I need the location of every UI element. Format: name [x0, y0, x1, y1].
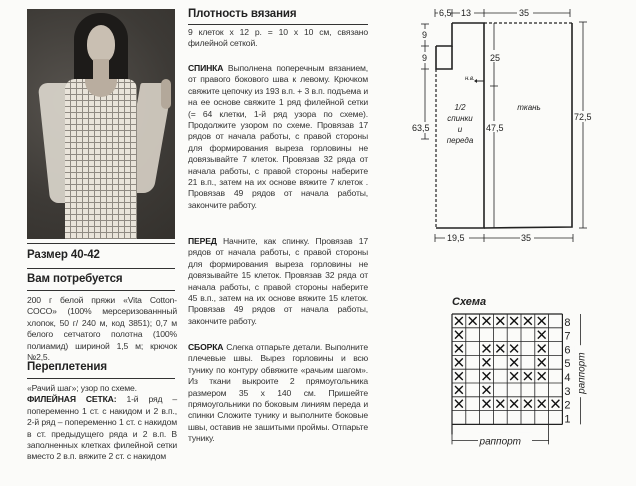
materials-text: 200 г белой пряжи «Vita Cotton-COCO» (100% мерсеризованнный хлопок, 50 г/ 240 м, код 3851); 0,7 м белого сетчатого полотна (100% полиамид) шириной 1,5 м; крючок №2,5. [27, 295, 177, 363]
assembly-label: СБОРКА [188, 342, 224, 352]
dim-bottom-2: 35 [521, 233, 532, 243]
row-number: 1 [564, 413, 571, 426]
filet-text: 1-й ряд – попеременно 1 ст. с накидом и 2 в.п., 2-й ряд – попеременно 1 ст. с накидом в ст. предыдущего ряда и 2 в.п. В заполненных клетках филейной сетки вместо 2 в.п. вяжите 2 ст. с накидом [27, 394, 177, 462]
filled-cell-cross-icon [455, 372, 463, 380]
row-number: 3 [564, 385, 571, 398]
filled-cell-cross-icon [538, 331, 546, 339]
dim-height-left: 63,5 [412, 123, 430, 133]
filled-cell-cross-icon [483, 317, 491, 325]
chart-title: Схема [452, 296, 487, 308]
row-number: 4 [564, 372, 571, 384]
row-number: 7 [564, 330, 571, 343]
density-heading: Плотность вязания [188, 8, 297, 20]
filled-cell-cross-icon [538, 345, 546, 353]
row-number: 2 [564, 399, 571, 412]
front-text: Начните, как спинку. Провязав 17 рядов от начала работы, с правой стороны для формирования выреза горловины не довязывайте 15 клеток. Провязав 32 ряда от начала работы, с правой стороны наберите 45 в.п., затем на их основе вяжите 15 клеток. Провязав 49 рядов от начала работы, закончите работу. [188, 236, 368, 326]
density-text: 9 клеток х 12 р. = 10 х 10 см, связано филейной сеткой. [188, 27, 368, 49]
filled-cell-cross-icon [455, 358, 463, 366]
rapport-label-horizontal: раппорт [479, 436, 522, 448]
filled-cell-cross-icon [510, 317, 518, 325]
filled-cell-cross-icon [469, 317, 477, 325]
assembly-text: Слегка отпарьте детали. Выполните плечевые швы. Вырез горловины и всю тунику по контуру обвяжите «рачьим шагом». Из ткани выкроите 2 прямоугольника размером 35 х 140 см. Пришейте прямоугольники по боковым линиям переда и спинки Сложите тунику и выполните боковые швы, оставив не зашитыми проймы. Отпарьте тунику. [188, 342, 368, 444]
row-number: 5 [564, 358, 571, 371]
divider [27, 290, 175, 291]
filled-cell-cross-icon [510, 345, 518, 353]
dim-top-1: 6,5 [439, 8, 452, 18]
filled-cell-cross-icon [496, 317, 504, 325]
dim-left-1: 9 [422, 30, 428, 40]
filled-cell-cross-icon [483, 345, 491, 353]
filled-cell-cross-icon [455, 400, 463, 408]
filled-cell-cross-icon [455, 386, 463, 394]
filet-label: ФИЛЕЙНАЯ СЕТКА: [27, 394, 117, 405]
dim-left-2: 9 [422, 53, 428, 63]
piece-label-4: переда [446, 136, 474, 145]
filled-cell-cross-icon [455, 345, 463, 353]
model-photo [27, 9, 175, 239]
filled-cell-cross-icon [510, 372, 518, 380]
filled-cell-cross-icon [455, 317, 463, 325]
filled-cell-cross-icon [510, 400, 518, 408]
filled-cell-cross-icon [524, 317, 532, 325]
divider [27, 268, 175, 269]
filled-cell-cross-icon [538, 372, 546, 380]
arrow-label: н.в. [465, 76, 475, 82]
dim-bottom-1: 19,5 [447, 233, 465, 243]
piece-label-3: и [457, 125, 463, 134]
rapport-label-vertical: раппорт [576, 352, 588, 394]
front-label: ПЕРЕД [188, 236, 217, 246]
filled-cell-cross-icon [524, 372, 532, 380]
filled-cell-cross-icon [524, 400, 532, 408]
divider [27, 243, 175, 244]
front-section [188, 236, 368, 327]
back-label: СПИНКА [188, 63, 224, 73]
assembly-section [188, 342, 368, 445]
fabric-label: ткань [517, 103, 541, 112]
pattern-diagram [395, 0, 636, 260]
dim-top-2: 13 [461, 8, 472, 18]
filled-cell-cross-icon [455, 331, 463, 339]
filled-cell-cross-icon [483, 358, 491, 366]
piece-label-2: спинки [447, 114, 473, 123]
filled-cell-cross-icon [483, 400, 491, 408]
weave-text [27, 383, 177, 463]
dim-neckline: 25 [490, 53, 501, 63]
divider [27, 378, 175, 379]
filled-cell-cross-icon [496, 345, 504, 353]
row-number: 8 [564, 316, 571, 329]
filled-cell-cross-icon [483, 386, 491, 394]
materials-heading: Вам потребуется [27, 273, 123, 285]
dim-height-right: 72,5 [574, 112, 592, 122]
filled-cell-cross-icon [538, 400, 546, 408]
weave-heading: Переплетения [27, 361, 107, 373]
filled-cell-cross-icon [552, 400, 560, 408]
back-section [188, 63, 368, 211]
model-face [87, 25, 115, 63]
back-text: Выполнена поперечным вязанием, от правого бокового шва к левому. Крючком свяжите цепочку из 193 в.п. + 3 в.п. подъема и на ее основе свяжите 1 ряд филейной сетки (= 64 клетки, 1-й ряд узора по схеме). Продолжите узором по схеме. Провязав 17 рядов от начала работы, с правой стороны для формирования выреза горловины не довязывайте 7 клеток. Провязав 32 ряда от начала работы, с правой стороны наберите 21 в.п., затем на их основе вяжите 7 клеток . Провязав 49 рядов от начала работы, закончите работу. [188, 63, 368, 210]
divider [188, 24, 368, 25]
tunic-filet-pattern [65, 79, 137, 239]
size-heading: Размер 40-42 [27, 249, 100, 261]
filled-cell-cross-icon [496, 400, 504, 408]
piece-label-1: 1/2 [454, 103, 466, 112]
stitch-chart [440, 310, 636, 450]
dim-height-mid: 47,5 [486, 123, 504, 133]
weave-line1: «Рачий шаг»; узор по схеме. [27, 383, 137, 393]
row-number: 6 [564, 344, 571, 357]
filled-cell-cross-icon [483, 372, 491, 380]
filled-cell-cross-icon [538, 317, 546, 325]
filled-cell-cross-icon [538, 358, 546, 366]
filled-cell-cross-icon [510, 358, 518, 366]
dim-top-3: 35 [519, 8, 530, 18]
